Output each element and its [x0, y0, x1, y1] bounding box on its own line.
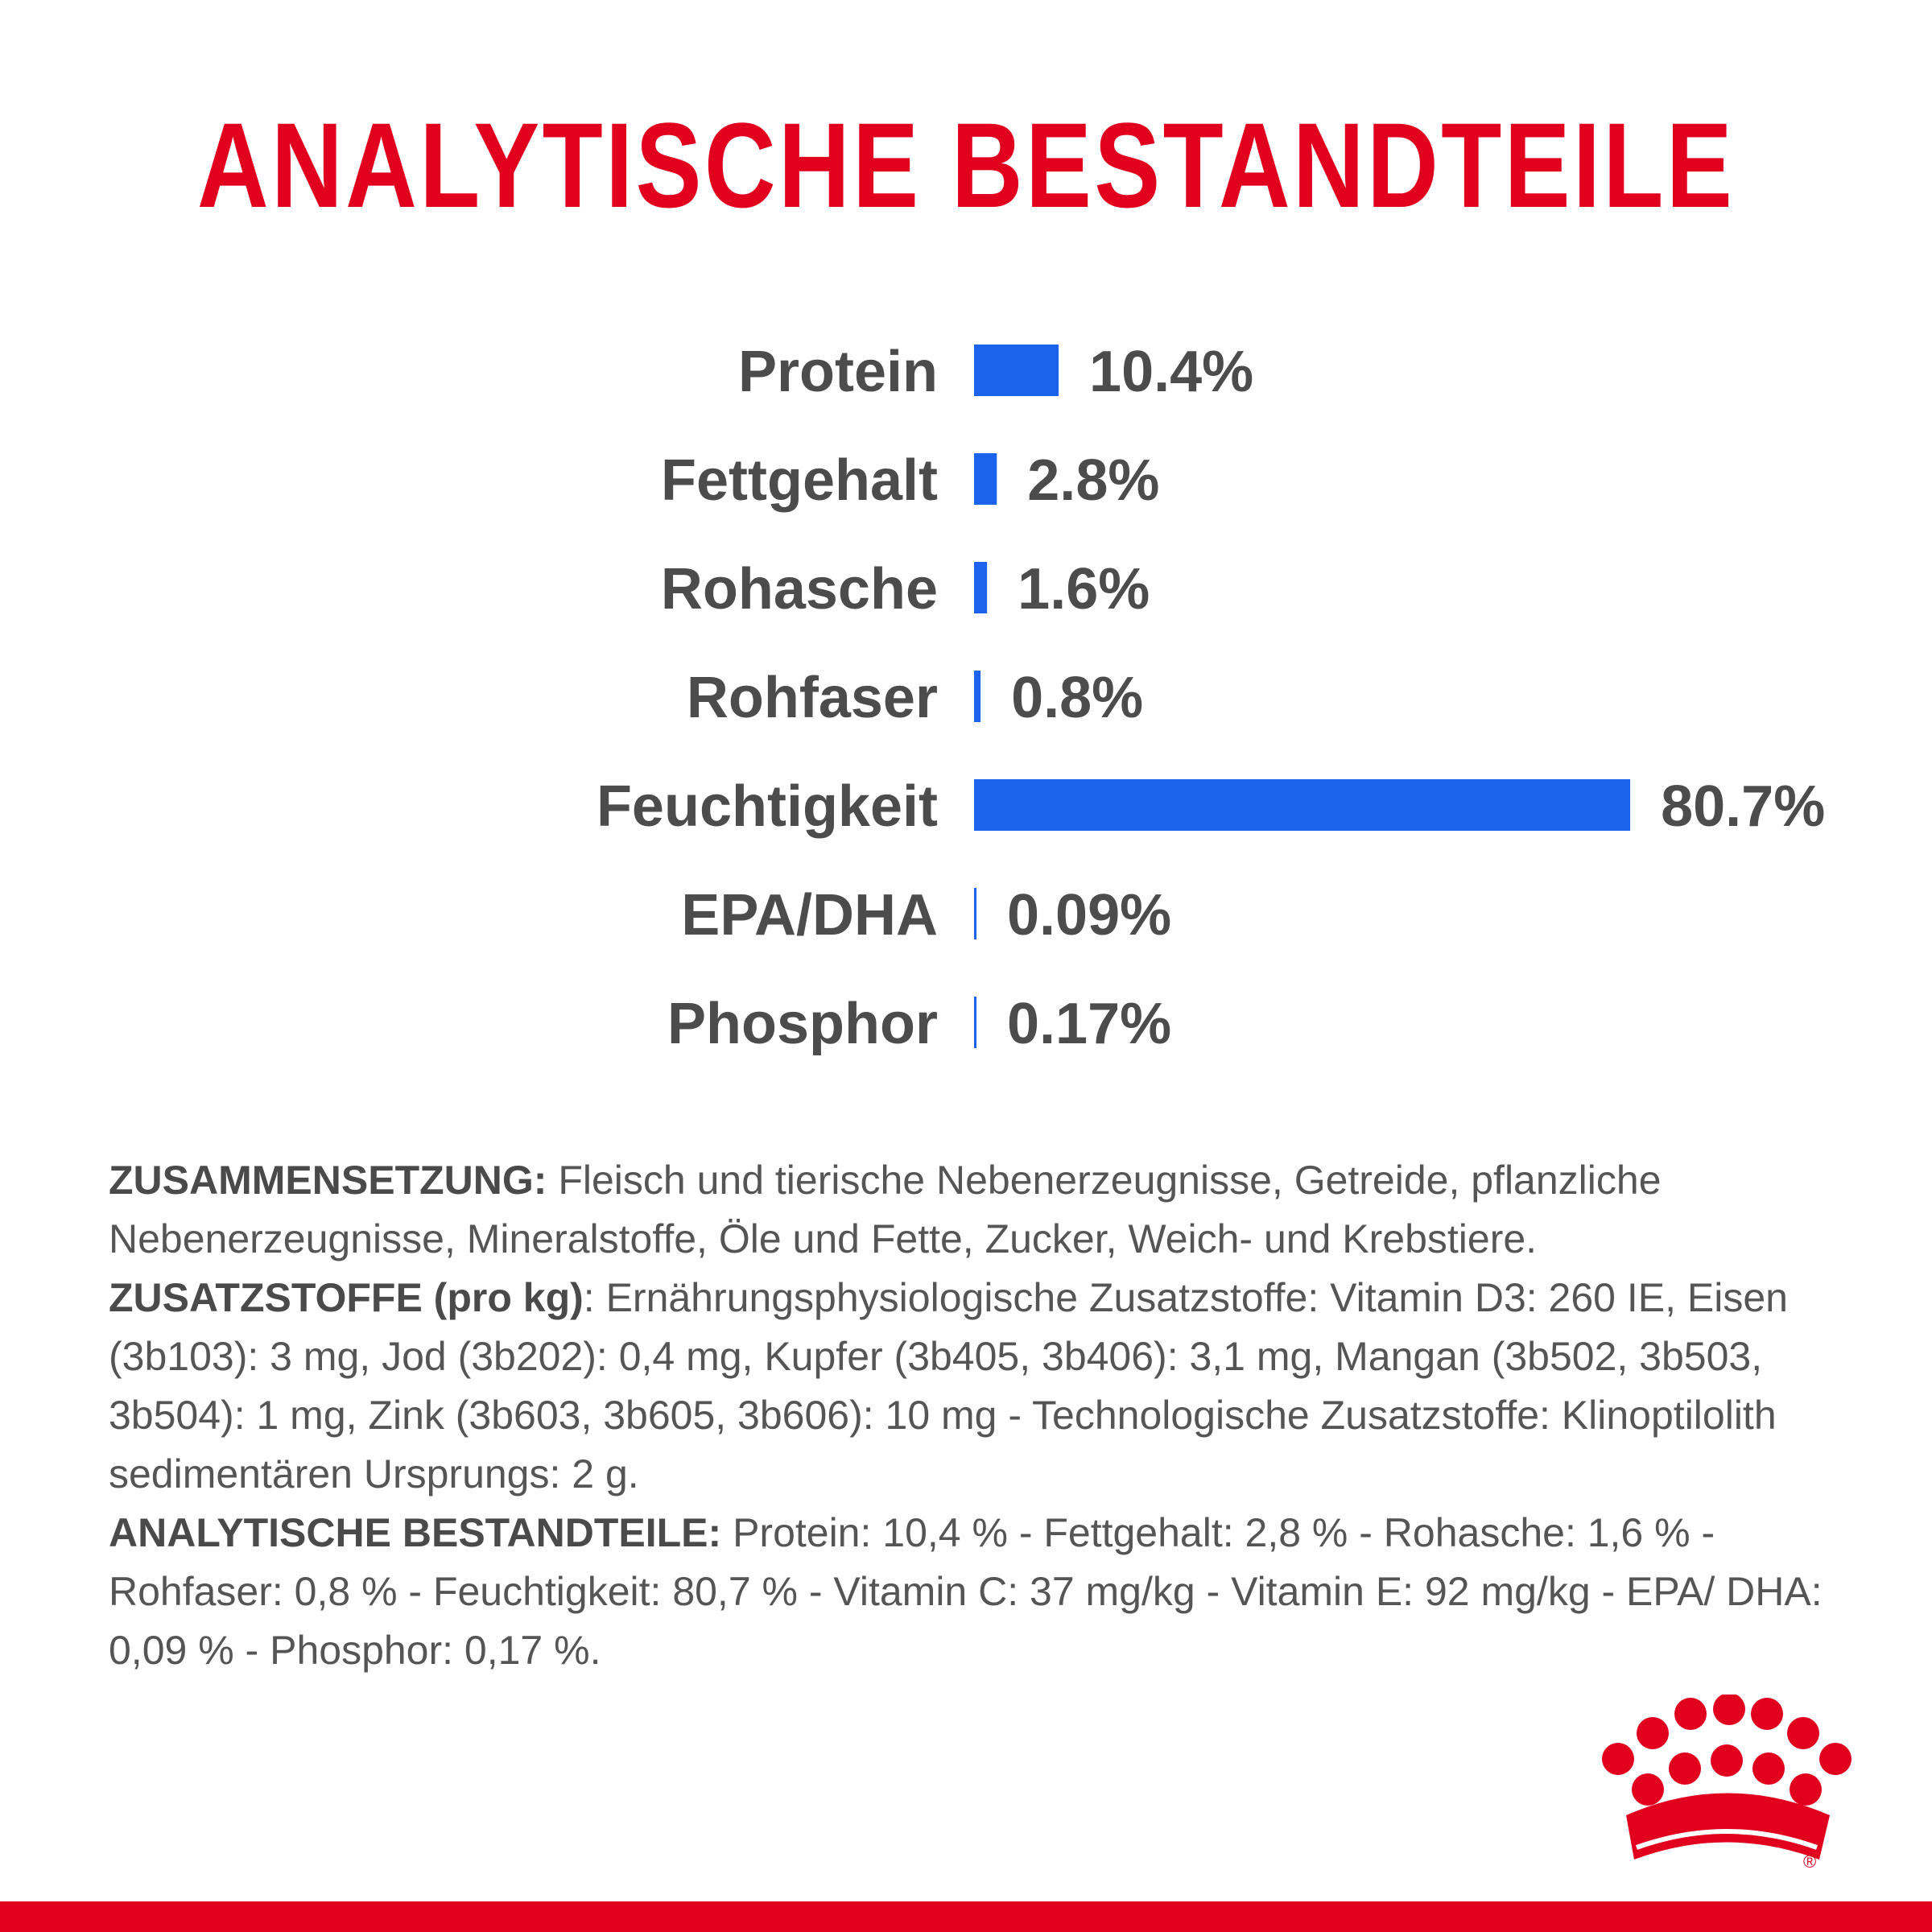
zusammensetzung-label: ZUSAMMENSETZUNG:	[109, 1158, 547, 1203]
bottom-brand-bar	[0, 1901, 1932, 1932]
value-label: 0.17%	[1007, 992, 1172, 1056]
value-label: 0.8%	[1011, 666, 1144, 730]
zusatzstoffe-paragraph	[109, 1269, 1847, 1504]
bar	[974, 562, 987, 613]
zusammensetzung-paragraph	[109, 1151, 1847, 1269]
category-label: Rohasche	[660, 557, 938, 621]
bar	[974, 888, 976, 939]
crown-icon	[1590, 1695, 1856, 1872]
bar	[974, 671, 980, 722]
bar	[974, 779, 1630, 831]
value-label: 2.8%	[1027, 448, 1160, 513]
page-title: ANALYTISCHE BESTANDTEILE	[196, 97, 1736, 233]
category-label: Fettgehalt	[660, 448, 938, 513]
value-label: 10.4%	[1089, 340, 1254, 404]
value-label: 0.09%	[1007, 883, 1172, 947]
zusatzstoffe-text: : Ernährungsphysiologische Zusatzstoffe: Vitamin D3: 260 IE, Eisen (3b103): 3 mg, Jod (3b202): 0,4 mg, Kupfer (3b405, 3b406): 3,1 mg, Mangan (3b502, 3b503, 3b504): 1 mg, Zink (3b603, 3b605, 3b606): 10 mg - Technologische Zusatzstoffe: Klinoptilolith sedimentären Ursprungs: 2 g.	[109, 1275, 1788, 1496]
category-label: Protein	[737, 340, 938, 404]
bar	[974, 345, 1059, 396]
analytische-paragraph	[109, 1504, 1847, 1680]
composition-text	[109, 1151, 1847, 1680]
value-label: 80.7%	[1661, 774, 1826, 839]
bar	[974, 997, 976, 1048]
category-label: EPA/DHA	[681, 883, 938, 947]
category-label: Feuchtigkeit	[596, 774, 938, 839]
zusammensetzung-text: Fleisch und tierische Nebenerzeugnisse, Getreide, pflanzliche Nebenerzeugnisse, Mineralstoffe, Öle und Fette, Zucker, Weich- und Krebstiere.	[109, 1158, 1662, 1261]
category-label: Rohfaser	[686, 666, 938, 730]
value-label: 1.6%	[1018, 557, 1150, 621]
analytische-text: Protein: 10,4 % - Fettgehalt: 2,8 % - Rohasche: 1,6 % - Rohfaser: 0,8 % - Feuchtigkeit: 80,7 % - Vitamin C: 37 mg/kg - Vitamin E: 92 mg/kg - EPA/ DHA: 0,09 % - Phosphor: 0,17 %.	[109, 1510, 1823, 1673]
zusatzstoffe-label: ZUSATZSTOFFE (pro kg)	[109, 1275, 584, 1320]
bar	[974, 453, 997, 505]
category-label: Phosphor	[667, 992, 938, 1056]
analytische-label: ANALYTISCHE BESTANDTEILE:	[109, 1510, 722, 1555]
registered-mark: ®	[1803, 1852, 1817, 1872]
